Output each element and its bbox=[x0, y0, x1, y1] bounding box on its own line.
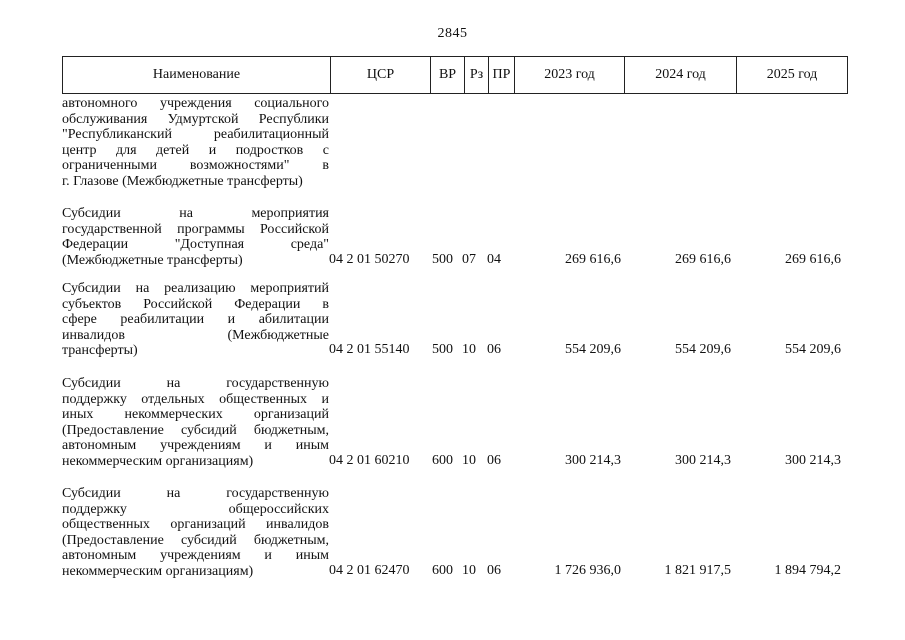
row-name-line: поддержку отдельных общественных и bbox=[62, 391, 329, 407]
row-name-line: государственной программы Российской bbox=[62, 221, 329, 237]
row-name-2 bbox=[62, 281, 329, 359]
row-name-1 bbox=[62, 206, 329, 268]
cell-y2023-row-1: 269 616,6 bbox=[565, 251, 621, 267]
row-name-line: обслуживания Удмуртской Республики bbox=[62, 111, 329, 127]
row-name-line: автономным учреждениям и иным bbox=[62, 548, 329, 563]
row-name-line: "Республиканский реабилитационный bbox=[62, 127, 329, 142]
header-2023: 2023 год bbox=[514, 57, 624, 93]
row-name-4 bbox=[62, 486, 329, 579]
cell-rz-row-4: 10 bbox=[462, 562, 476, 578]
cell-vr-row-3: 600 bbox=[432, 452, 453, 468]
row-name-line: Субсидии на реализацию мероприятий bbox=[62, 281, 329, 296]
cell-y2023-row-3: 300 214,3 bbox=[565, 452, 621, 468]
header-pr: ПР bbox=[488, 57, 514, 93]
row-name-0 bbox=[62, 96, 329, 189]
row-name-line: некоммерческим организациям) bbox=[62, 453, 254, 469]
header-name: Наименование bbox=[152, 67, 241, 82]
row-name-line: Субсидии на государственную bbox=[62, 486, 329, 501]
header-rz: Рз bbox=[464, 57, 488, 93]
cell-pr-row-3: 06 bbox=[487, 452, 501, 468]
cell-y2025-row-3: 300 214,3 bbox=[785, 452, 841, 468]
cell-y2024-row-1: 269 616,6 bbox=[675, 251, 731, 267]
row-name-line: субъектов Российской Федерации в bbox=[62, 296, 329, 312]
row-name-line: трансферты) bbox=[62, 343, 138, 358]
cell-csr-row-4: 04 2 01 62470 bbox=[329, 562, 410, 578]
cell-y2025-row-2: 554 209,6 bbox=[785, 342, 841, 357]
row-name-line: ограниченными возможностями" в bbox=[62, 158, 329, 173]
page-number: 2845 bbox=[437, 26, 468, 41]
cell-pr-row-4: 06 bbox=[487, 562, 501, 578]
row-name-line: иных некоммерческих организаций bbox=[62, 407, 329, 422]
cell-y2025-row-4: 1 894 794,2 bbox=[774, 562, 841, 578]
header-vr: ВР bbox=[430, 57, 464, 93]
row-name-line: автономным учреждениям и иным bbox=[62, 438, 329, 453]
cell-y2024-row-3: 300 214,3 bbox=[675, 452, 731, 468]
row-name-line: поддержку общероссийских bbox=[62, 501, 329, 517]
cell-rz-row-3: 10 bbox=[462, 452, 476, 468]
row-name-line: инвалидов (Межбюджетные bbox=[62, 327, 329, 343]
cell-y2023-row-4: 1 726 936,0 bbox=[554, 562, 621, 578]
row-name-line: Федерации "Доступная среда" bbox=[62, 237, 329, 252]
row-name-line: общественных организаций инвалидов bbox=[62, 517, 329, 532]
row-name-line: сфере реабилитации и абилитации bbox=[62, 312, 329, 327]
header-2024: 2024 год bbox=[624, 57, 736, 93]
row-name-line: Субсидии на мероприятия bbox=[62, 206, 329, 221]
cell-vr-row-4: 600 bbox=[432, 562, 453, 578]
cell-y2024-row-2: 554 209,6 bbox=[675, 342, 731, 357]
cell-vr-row-1: 500 bbox=[432, 251, 453, 267]
row-name-line: (Предоставление субсидий бюджетным, bbox=[62, 532, 329, 548]
header-csr: ЦСР bbox=[330, 57, 430, 93]
cell-y2023-row-2: 554 209,6 bbox=[565, 342, 621, 357]
row-name-line: г. Глазове (Межбюджетные трансферты) bbox=[62, 173, 303, 189]
cell-rz-row-1: 07 bbox=[462, 251, 476, 267]
row-name-line: (Предоставление субсидий бюджетным, bbox=[62, 422, 329, 438]
header-2025: 2025 год bbox=[736, 57, 847, 93]
row-name-line: автономного учреждения социального bbox=[62, 96, 329, 111]
cell-rz-row-2: 10 bbox=[462, 342, 476, 357]
cell-y2024-row-4: 1 821 917,5 bbox=[664, 562, 731, 578]
row-name-line: центр для детей и подростков с bbox=[62, 142, 329, 158]
row-name-line: (Межбюджетные трансферты) bbox=[62, 252, 243, 268]
cell-csr-row-3: 04 2 01 60210 bbox=[329, 452, 410, 468]
cell-pr-row-2: 06 bbox=[487, 342, 501, 357]
row-name-line: некоммерческим организациям) bbox=[62, 563, 254, 579]
row-name-3 bbox=[62, 376, 329, 469]
cell-pr-row-1: 04 bbox=[487, 251, 501, 267]
row-name-line: Субсидии на государственную bbox=[62, 376, 329, 391]
cell-y2025-row-1: 269 616,6 bbox=[785, 251, 841, 267]
cell-csr-row-1: 04 2 01 50270 bbox=[329, 251, 410, 267]
cell-vr-row-2: 500 bbox=[432, 342, 453, 357]
table-header bbox=[62, 56, 848, 94]
cell-csr-row-2: 04 2 01 55140 bbox=[329, 342, 410, 357]
